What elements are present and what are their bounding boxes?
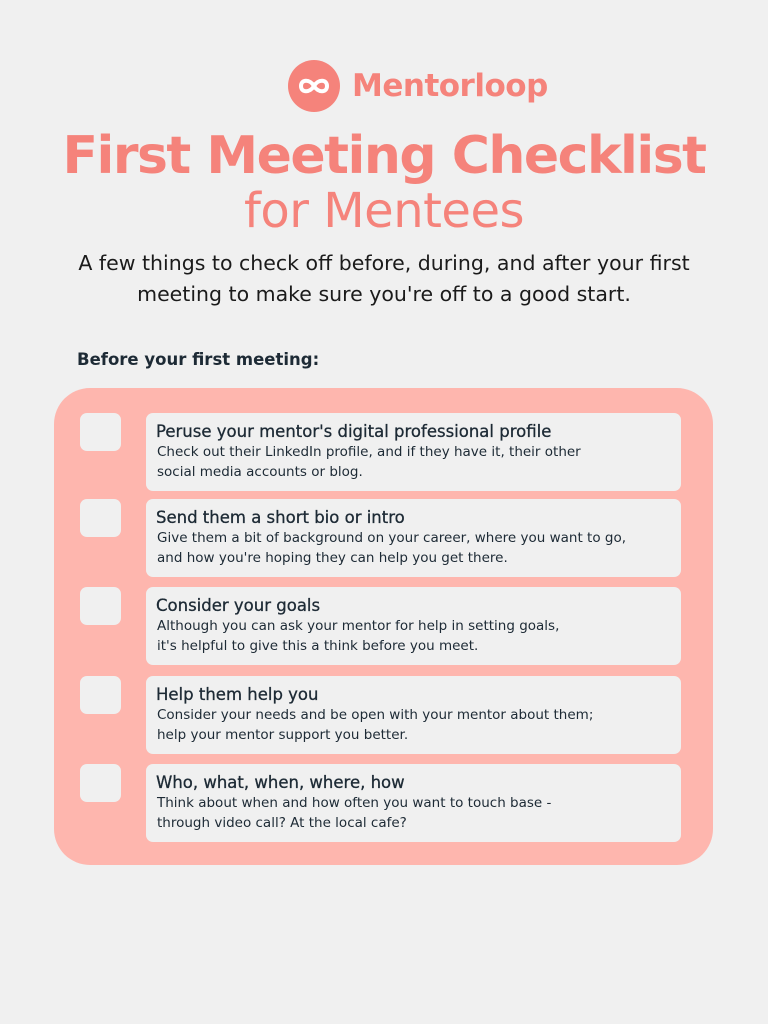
page-title: First Meeting Checklist bbox=[62, 126, 706, 186]
item-title: Who, what, when, where, how bbox=[156, 773, 405, 792]
item-description: Consider your needs and be open with your mentor about them; help your mentor support you better. bbox=[157, 707, 594, 743]
checklist-item bbox=[146, 413, 681, 491]
checklist-item bbox=[146, 499, 681, 577]
checkbox-item-5[interactable] bbox=[80, 764, 121, 802]
item-description: Give them a bit of background on your career, where you want to go, and how you're hoping they can help you get there. bbox=[157, 530, 627, 566]
item-title: Consider your goals bbox=[156, 596, 321, 615]
item-title: Send them a short bio or intro bbox=[156, 508, 405, 527]
checklist-item bbox=[146, 587, 681, 665]
checkbox-item-3[interactable] bbox=[80, 587, 121, 625]
checkbox-item-4[interactable] bbox=[80, 676, 121, 714]
item-description: Check out their LinkedIn profile, and if they have it, their other social media accounts or blog. bbox=[157, 444, 581, 480]
brand-name: Mentorloop bbox=[352, 68, 548, 104]
intro-text: A few things to check off before, during, and after your first meeting to make sure you're off to a good start. bbox=[78, 251, 690, 306]
item-title: Help them help you bbox=[156, 685, 319, 704]
checkbox-item-2[interactable] bbox=[80, 499, 121, 537]
item-description: Think about when and how often you want to touch base - through video call? At the local cafe? bbox=[157, 795, 552, 831]
checklist-item bbox=[146, 764, 681, 842]
item-description: Although you can ask your mentor for help in setting goals, it's helpful to give this a think before you meet. bbox=[157, 618, 560, 654]
item-title: Peruse your mentor's digital professional profile bbox=[156, 422, 552, 441]
checkbox-item-1[interactable] bbox=[80, 413, 121, 451]
infinity-loop-icon bbox=[288, 60, 340, 112]
section-heading: Before your first meeting: bbox=[77, 350, 320, 369]
checklist-item bbox=[146, 676, 681, 754]
brand-logo bbox=[288, 60, 548, 112]
page-subtitle: for Mentees bbox=[243, 183, 524, 239]
